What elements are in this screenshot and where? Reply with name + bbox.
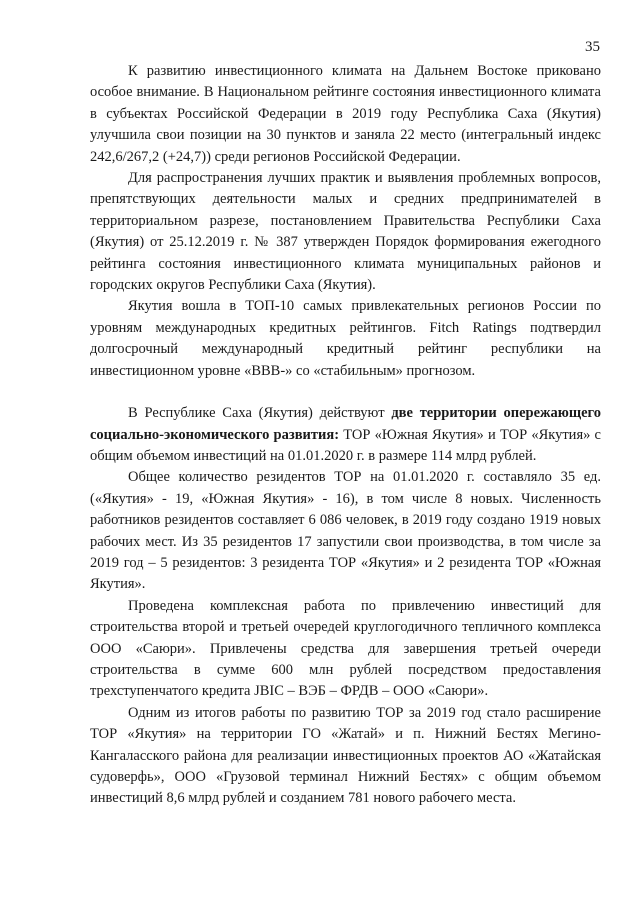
- paragraph-tor-expansion: Одним из итогов работы по развитию ТОР за 2019 год стало расширение ТОР «Якутия» на территории ГО «Жатай» и п. Нижний Бестях Мегино-Кангаласского района для реализации инвестиционных проектов АО «Жатайская судоверфь», ООО «Грузовой терминал Нижний Бестях» с общим объемом инвестиций 8,6 млрд рублей и созданием 781 нового рабочего места.: [90, 704, 601, 807]
- paragraph-credit-ratings: Якутия вошла в ТОП-10 самых привлекательных регионов России по уровням международных кредитных рейтингов. Fitch Ratings подтвердил долгосрочный международный кредитный рейтинг республики на инвестиционном уровне «BBB-» со «стабильным» прогнозом.: [90, 298, 601, 379]
- paragraph-tor-territories-tail: ТОР «Южная Якутия» и ТОР «Якутия» с общим объемом инвестиций на 01.01.2020 г. в размере 114 млрд рублей.: [90, 426, 601, 464]
- paragraph-tor-territories-lead: В Республике Саха (Якутия) действуют: [128, 405, 392, 422]
- paragraph-municipal-rating-procedure: Для распространения лучших практик и выявления проблемных вопросов, препятствующих деятельности малых и средних предпринимателей в территориальном разрезе, постановлением Правительства Республики Саха (Якутия) от 25.12.2019 г. № 387 утвержден Порядок формирования ежегодного рейтинга состояния инвестиционного климата муниципальных районов и городских округов Республики Саха (Якутия).: [90, 170, 601, 294]
- paragraph-tor-residents: Общее количество резидентов ТОР на 01.01.2020 г. составляло 35 ед. («Якутия» - 19, «Южная Якутия» - 16), в том числе 8 новых. Численность работников резидентов составляет 6 086 человек, в 2019 году создано 1919 новых рабочих мест. Из 35 резидентов 17 запустили свои производства, в том числе за 2019 год – 5 резидентов: 3 резидента ТОР «Якутия» и 2 резидента ТОР «Южная Якутия».: [90, 469, 601, 593]
- paragraph-sayuri-greenhouse: Проведена комплексная работа по привлечению инвестиций для строительства второй и третьей очередей круглогодичного тепличного комплекса ООО «Саюри». Привлечены средства для завершения третьей очереди строительства в сумме 600 млн рублей посредством предоставления трехступенчатого кредита JBIC – ВЭБ – ФРДВ – ООО «Саюри».: [90, 597, 601, 700]
- paragraph-investment-climate-rating: К развитию инвестиционного климата на Дальнем Востоке приковано особое внимание. В Национальном рейтинге состояния инвестиционного климата в субъектах Российской Федерации в 2019 году Республика Саха (Якутия) улучшила свои позиции на 30 пунктов и заняла 22 место (интегральный индекс 242,6/267,2 (+24,7)) среди регионов Российской Федерации.: [90, 63, 601, 165]
- paragraph-tor-territories-bold: две территории опережающего социально-экономического развития:: [90, 405, 601, 443]
- paragraph-tor-territories: [90, 403, 601, 467]
- page-number: 35: [585, 39, 600, 55]
- document-body: [90, 61, 601, 810]
